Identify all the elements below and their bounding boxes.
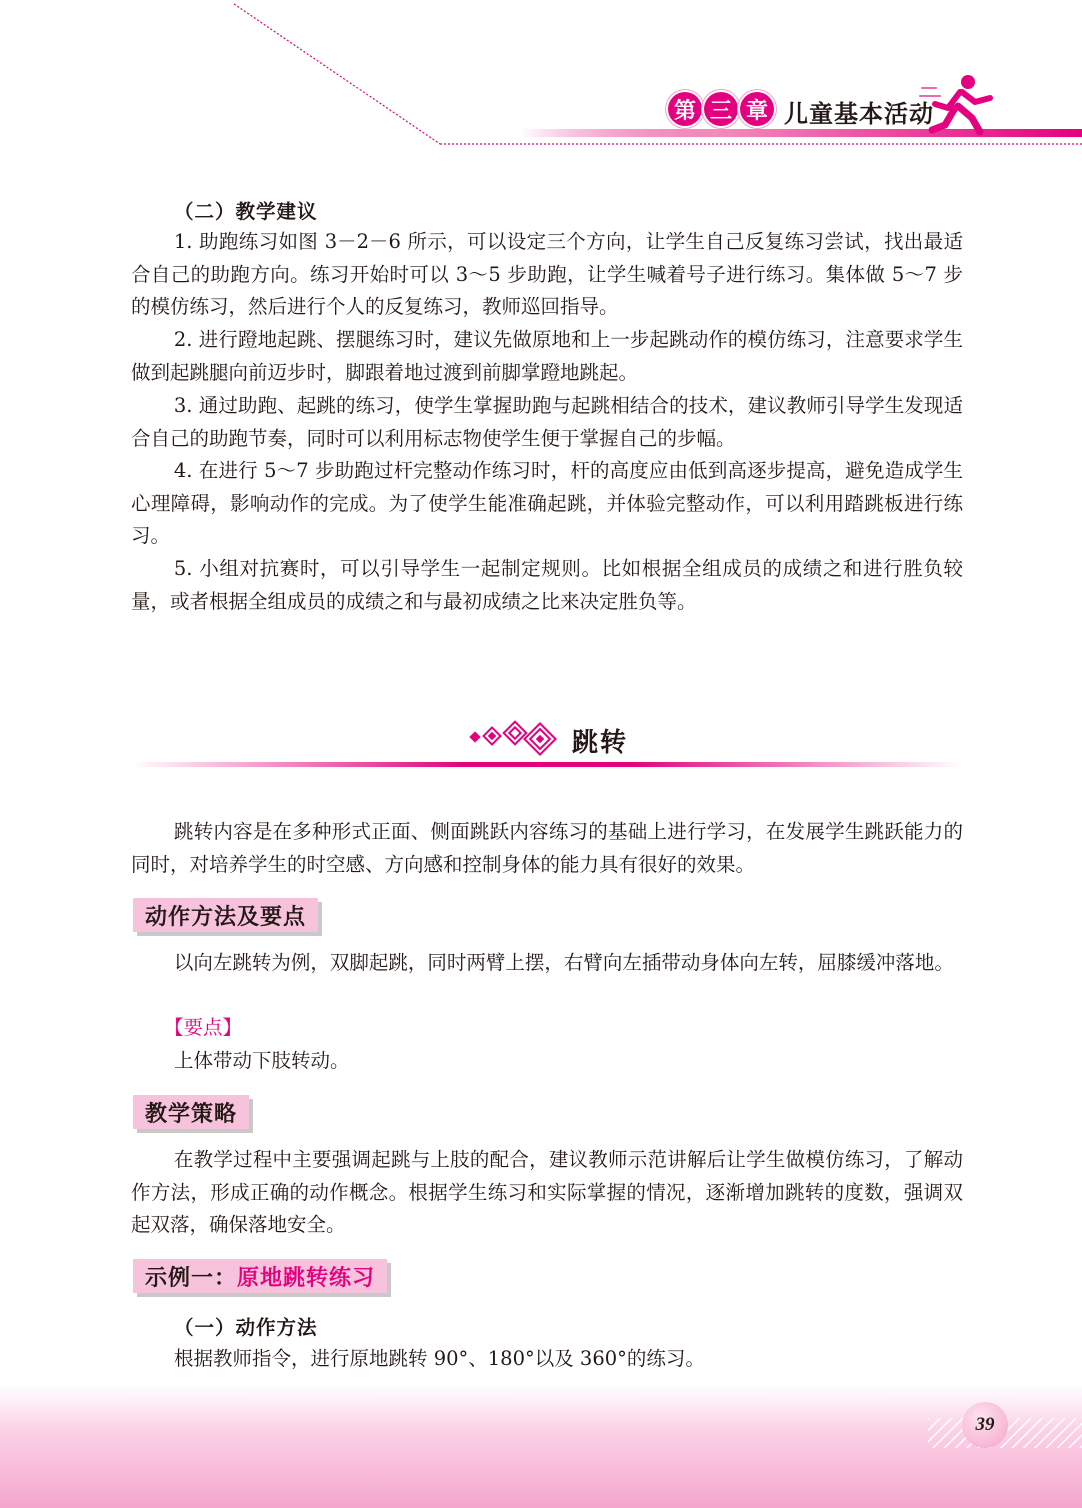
suggestion-paragraph-4: 4. 在进行 5～7 步助跑过杆完整动作练习时，杆的高度应由低到高逐步提高，避免造成学生心理障碍，影响动作的完成。为了使学生能准确起跳，并体验完整动作，可以利用踏跳板进行练习。 <box>131 459 963 548</box>
example-title: 原地跳转练习 <box>237 1265 376 1291</box>
keypoint-text: 上体带动下肢转动。 <box>174 1049 350 1072</box>
strategy-heading-box <box>133 1095 249 1129</box>
footer-band <box>0 1385 1082 1508</box>
chapter-char-3: 章 <box>740 92 774 126</box>
section-intro: 跳转内容是在多种形式正面、侧面跳跃内容练习的基础上进行学习，在发展学生跳跃能力的同时，对培养学生的时空感、方向感和控制身体的能力具有很好的效果。 <box>131 820 963 876</box>
keypoint-label: 【要点】 <box>164 1016 243 1039</box>
chapter-char-1: 第 <box>668 92 702 126</box>
header-decoration <box>0 0 1082 160</box>
suggestion-paragraph-2: 2. 进行蹬地起跳、摆腿练习时，建议先做原地和上一步起跳动作的模仿练习，注意要求学生做到起跳腿向前迈步时，脚跟着地过渡到前脚掌蹬地跳起。 <box>131 328 963 384</box>
suggestion-paragraph-3: 3. 通过助跑、起跳的练习，使学生掌握助跑与起跳相结合的技术，建议教师引导学生发现适合自己的助跑节奏，同时可以利用标志物使学生便于掌握自己的步幅。 <box>131 394 963 450</box>
strategy-heading: 教学策略 <box>145 1101 238 1127</box>
header-dotted-diagonal <box>234 4 440 144</box>
page-number: 39 <box>962 1402 1008 1448</box>
example-heading-box <box>133 1259 387 1293</box>
suggestion-paragraph-1: 1. 助跑练习如图 3－2－6 所示，可以设定三个方向，让学生自己反复练习尝试，找出最适合自己的助跑方向。练习开始时可以 3～5 步助跑，让学生喊着号子进行练习。集体做 5～7 步的模仿练习，然后进行个人的反复练习，教师巡回指导。 <box>131 230 963 319</box>
section-title-bar <box>131 762 963 767</box>
example-label: 示例一： <box>145 1265 238 1291</box>
strategy-text: 在教学过程中主要强调起跳与上肢的配合，建议教师示范讲解后让学生做模仿练习，了解动作方法，形成正确的动作概念。根据学生练习和实际掌握的情况，逐渐增加跳转的度数，强调双起双落，确保落地安全。 <box>131 1148 963 1237</box>
diamond-ornament-icon <box>466 718 566 758</box>
example-text: 根据教师指令，进行原地跳转 90°、180°以及 360°的练习。 <box>174 1347 705 1370</box>
header-bar <box>520 129 1082 137</box>
section-title: 跳转 <box>572 728 629 758</box>
teaching-suggestions-heading: （二）教学建议 <box>174 200 318 223</box>
method-text: 以向左跳转为例，双脚起跳，同时两臂上摆，右臂向左插带动身体向左转，屈膝缓冲落地。 <box>173 951 954 974</box>
chapter-char-2: 三 <box>704 92 738 126</box>
chapter-title: 儿童基本活动 <box>784 100 934 128</box>
example-subheading: （一）动作方法 <box>174 1316 318 1339</box>
method-heading: 动作方法及要点 <box>145 904 307 930</box>
suggestion-paragraph-5: 5. 小组对抗赛时，可以引导学生一起制定规则。比如根据全组成员的成绩之和进行胜负较量，或者根据全组成员的成绩之和与最初成绩之比来决定胜负等。 <box>131 557 963 613</box>
method-heading-box <box>133 898 318 932</box>
